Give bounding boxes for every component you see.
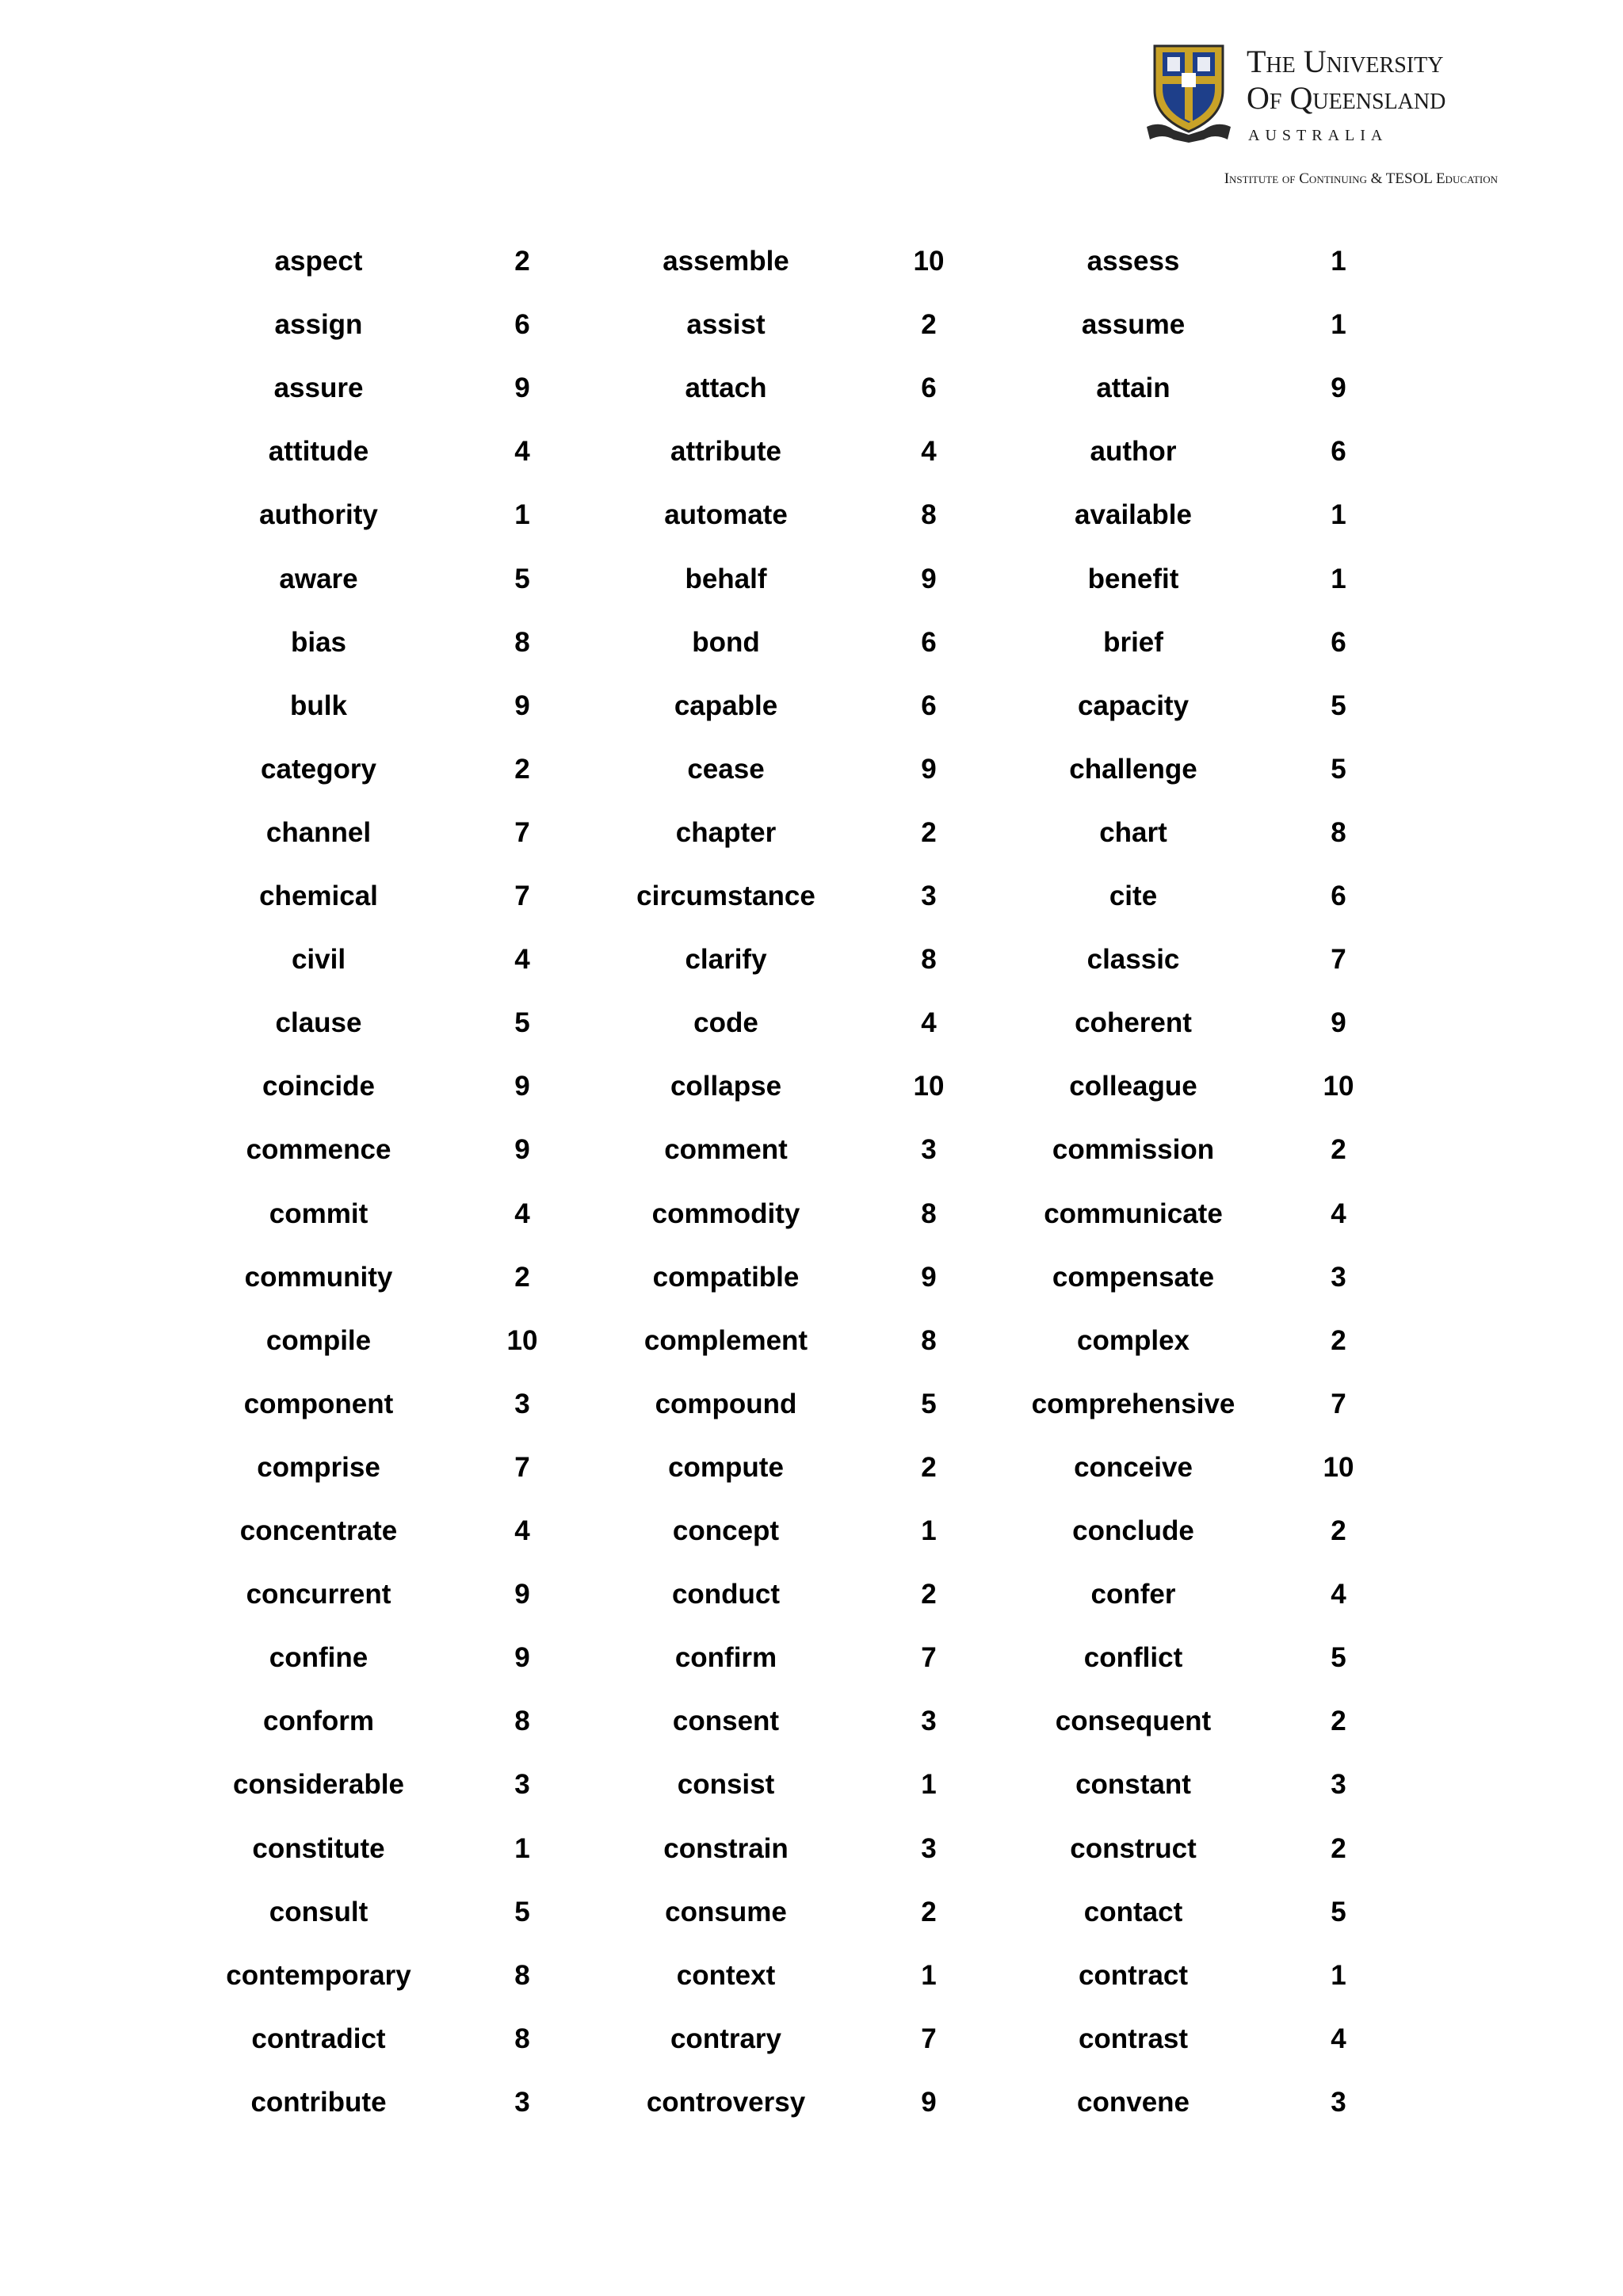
sublist-number-cell: 3: [1331, 1769, 1346, 1800]
sublist-number-cell: 10: [913, 246, 945, 277]
sublist-number-cell: 3: [921, 1134, 937, 1165]
word-cell: assume: [1081, 309, 1186, 340]
word-cell: assess: [1086, 246, 1180, 277]
word-cell: communicate: [1044, 1198, 1223, 1229]
word-cell: assure: [273, 372, 364, 403]
sublist-number-cell: 2: [514, 1262, 530, 1293]
sublist-number-cell: 7: [921, 1642, 937, 1673]
word-cell: conceive: [1074, 1452, 1193, 1483]
sublist-number-cell: 9: [1331, 372, 1346, 403]
word-cell: cease: [687, 754, 765, 785]
table-row: [0, 1063, 1623, 1110]
sublist-number-cell: 9: [1331, 1007, 1346, 1038]
sublist-number-cell: 3: [921, 1706, 937, 1736]
word-cell: conform: [263, 1706, 374, 1736]
table-row: [0, 238, 1623, 285]
table-row: [0, 1571, 1623, 1618]
sublist-number-cell: 5: [1331, 1642, 1346, 1673]
sublist-number-cell: 4: [1331, 1579, 1346, 1610]
sublist-number-cell: 7: [514, 817, 530, 848]
word-cell: bias: [290, 627, 347, 658]
word-cell: attach: [685, 372, 767, 403]
word-cell: confer: [1090, 1579, 1176, 1610]
table-row: [0, 999, 1623, 1047]
sublist-number-cell: 7: [921, 2023, 937, 2054]
sublist-number-cell: 6: [1331, 436, 1346, 467]
word-cell: complex: [1077, 1325, 1190, 1356]
table-row: [0, 682, 1623, 730]
word-cell: commit: [269, 1198, 369, 1229]
word-cell: consequent: [1055, 1706, 1212, 1736]
word-cell: brief: [1103, 627, 1163, 658]
sublist-number-cell: 8: [921, 1198, 937, 1229]
word-cell: complement: [643, 1325, 808, 1356]
sublist-number-cell: 9: [514, 372, 530, 403]
sublist-number-cell: 5: [1331, 754, 1346, 785]
word-cell: community: [244, 1262, 393, 1293]
sublist-number-cell: 10: [913, 1071, 945, 1102]
word-cell: benefit: [1087, 563, 1179, 594]
word-cell: circumstance: [636, 881, 815, 911]
sublist-number-cell: 2: [1331, 1833, 1346, 1864]
word-cell: concept: [672, 1515, 780, 1546]
table-row: [0, 936, 1623, 984]
word-cell: compile: [265, 1325, 372, 1356]
sublist-number-cell: 3: [921, 1833, 937, 1864]
sublist-number-cell: 8: [514, 627, 530, 658]
table-row: [0, 556, 1623, 603]
sublist-number-cell: 9: [514, 1579, 530, 1610]
word-cell: concurrent: [246, 1579, 391, 1610]
word-cell: cite: [1109, 881, 1158, 911]
word-cell: channel: [265, 817, 372, 848]
word-cell: commission: [1052, 1134, 1215, 1165]
table-row: [0, 809, 1623, 857]
sublist-number-cell: 3: [1331, 2087, 1346, 2118]
sublist-number-cell: 5: [514, 563, 530, 594]
sublist-number-cell: 2: [921, 1579, 937, 1610]
sublist-number-cell: 7: [1331, 1389, 1346, 1419]
table-row: [0, 1698, 1623, 1745]
sublist-number-cell: 4: [514, 1198, 530, 1229]
word-cell: commence: [246, 1134, 391, 1165]
table-row: [0, 2079, 1623, 2126]
sublist-number-cell: 2: [1331, 1515, 1346, 1546]
sublist-number-cell: 3: [514, 1389, 530, 1419]
word-cell: consume: [665, 1897, 787, 1927]
word-cell: conduct: [671, 1579, 781, 1610]
sublist-number-cell: 9: [921, 563, 937, 594]
table-row: [0, 301, 1623, 349]
sublist-number-cell: 3: [514, 2087, 530, 2118]
sublist-number-cell: 9: [921, 754, 937, 785]
word-cell: commodity: [651, 1198, 800, 1229]
sublist-number-cell: 4: [1331, 1198, 1346, 1229]
word-cell: controversy: [646, 2087, 806, 2118]
word-cell: conflict: [1083, 1642, 1183, 1673]
sublist-number-cell: 1: [514, 1833, 530, 1864]
sublist-number-cell: 5: [921, 1389, 937, 1419]
word-cell: assist: [686, 309, 766, 340]
sublist-number-cell: 4: [514, 436, 530, 467]
word-cell: compatible: [652, 1262, 800, 1293]
sublist-number-cell: 3: [921, 881, 937, 911]
sublist-number-cell: 4: [921, 1007, 937, 1038]
sublist-number-cell: 8: [514, 2023, 530, 2054]
word-cell: concentrate: [239, 1515, 398, 1546]
sublist-number-cell: 10: [1323, 1071, 1354, 1102]
sublist-number-cell: 1: [1331, 499, 1346, 530]
sublist-number-cell: 8: [921, 944, 937, 975]
word-cell: comment: [664, 1134, 788, 1165]
word-cell: authority: [259, 499, 378, 530]
table-row: [0, 1381, 1623, 1428]
sublist-number-cell: 1: [514, 499, 530, 530]
sublist-number-cell: 7: [1331, 944, 1346, 975]
table-row: [0, 746, 1623, 793]
sublist-number-cell: 1: [1331, 563, 1346, 594]
word-cell: coincide: [262, 1071, 375, 1102]
word-cell: confirm: [674, 1642, 777, 1673]
sublist-number-cell: 8: [921, 499, 937, 530]
sublist-number-cell: 3: [1331, 1262, 1346, 1293]
sublist-number-cell: 4: [921, 436, 937, 467]
table-row: [0, 1889, 1623, 1936]
word-cell: challenge: [1069, 754, 1197, 785]
word-cell: civil: [291, 944, 346, 975]
sublist-number-cell: 9: [921, 2087, 937, 2118]
sublist-number-cell: 2: [1331, 1706, 1346, 1736]
word-cell: contrast: [1078, 2023, 1189, 2054]
sublist-number-cell: 2: [921, 309, 937, 340]
sublist-number-cell: 2: [514, 754, 530, 785]
word-cell: bulk: [290, 690, 347, 721]
sublist-number-cell: 9: [514, 1134, 530, 1165]
sublist-number-cell: 7: [514, 881, 530, 911]
word-cell: compensate: [1052, 1262, 1215, 1293]
word-cell: clause: [275, 1007, 362, 1038]
word-cell: chemical: [259, 881, 378, 911]
word-cell: automate: [664, 499, 788, 530]
sublist-number-cell: 4: [1331, 2023, 1346, 2054]
word-cell: convene: [1077, 2087, 1190, 2118]
sublist-number-cell: 9: [514, 1071, 530, 1102]
word-cell: contribute: [250, 2087, 387, 2118]
word-cell: confine: [269, 1642, 369, 1673]
word-cell: comprehensive: [1031, 1389, 1235, 1419]
sublist-number-cell: 1: [921, 1515, 937, 1546]
sublist-number-cell: 9: [514, 1642, 530, 1673]
word-cell: contract: [1078, 1960, 1189, 1991]
sublist-number-cell: 2: [921, 1897, 937, 1927]
word-cell: attitude: [268, 436, 369, 467]
table-row: [0, 1507, 1623, 1555]
word-cell: code: [693, 1007, 758, 1038]
sublist-number-cell: 6: [1331, 881, 1346, 911]
sublist-number-cell: 2: [514, 246, 530, 277]
sublist-number-cell: 1: [1331, 309, 1346, 340]
word-cell: contradict: [251, 2023, 386, 2054]
sublist-number-cell: 6: [921, 627, 937, 658]
sublist-number-cell: 1: [921, 1960, 937, 1991]
institute-name: Institute of Continuing & TESOL Education: [1224, 170, 1498, 187]
sublist-number-cell: 10: [506, 1325, 538, 1356]
word-cell: aspect: [274, 246, 363, 277]
table-row: [0, 365, 1623, 412]
word-cell: behalf: [685, 563, 767, 594]
word-cell: author: [1090, 436, 1177, 467]
word-cell: collapse: [670, 1071, 782, 1102]
word-cell: capacity: [1077, 690, 1190, 721]
sublist-number-cell: 5: [514, 1007, 530, 1038]
sublist-number-cell: 1: [1331, 1960, 1346, 1991]
table-row: [0, 2015, 1623, 2063]
table-row: [0, 491, 1623, 539]
sublist-number-cell: 9: [514, 690, 530, 721]
sublist-number-cell: 10: [1323, 1452, 1354, 1483]
word-cell: capable: [674, 690, 778, 721]
word-cell: classic: [1086, 944, 1180, 975]
sublist-number-cell: 8: [514, 1960, 530, 1991]
sublist-number-cell: 1: [921, 1769, 937, 1800]
sublist-number-cell: 7: [514, 1452, 530, 1483]
word-cell: bond: [692, 627, 760, 658]
sublist-number-cell: 4: [514, 1515, 530, 1546]
word-cell: colleague: [1069, 1071, 1197, 1102]
table-row: [0, 1317, 1623, 1365]
table-row: [0, 428, 1623, 476]
word-cell: chart: [1099, 817, 1167, 848]
word-cell: assemble: [663, 246, 789, 277]
word-cell: comprise: [257, 1452, 380, 1483]
word-cell: constrain: [663, 1833, 789, 1864]
sublist-number-cell: 5: [514, 1897, 530, 1927]
sublist-number-cell: 6: [921, 690, 937, 721]
word-cell: contact: [1083, 1897, 1183, 1927]
word-cell: attain: [1096, 372, 1170, 403]
sublist-number-cell: 8: [1331, 817, 1346, 848]
sublist-number-cell: 2: [1331, 1134, 1346, 1165]
word-cell: context: [676, 1960, 776, 1991]
word-cell: compute: [668, 1452, 784, 1483]
word-cell: compound: [655, 1389, 797, 1419]
sublist-number-cell: 6: [921, 372, 937, 403]
sublist-number-cell: 6: [514, 309, 530, 340]
table-row: [0, 1254, 1623, 1301]
sublist-number-cell: 5: [1331, 1897, 1346, 1927]
table-row: [0, 1825, 1623, 1873]
word-cell: available: [1075, 499, 1192, 530]
word-cell: coherent: [1075, 1007, 1192, 1038]
word-cell: constant: [1075, 1769, 1191, 1800]
table-row: [0, 1444, 1623, 1492]
word-cell: constitute: [252, 1833, 385, 1864]
sublist-number-cell: 3: [514, 1769, 530, 1800]
word-cell: considerable: [233, 1769, 404, 1800]
table-row: [0, 619, 1623, 667]
word-cell: attribute: [670, 436, 781, 467]
table-row: [0, 1634, 1623, 1682]
sublist-number-cell: 2: [1331, 1325, 1346, 1356]
word-cell: consist: [677, 1769, 775, 1800]
word-cell: contrary: [670, 2023, 782, 2054]
sublist-number-cell: 5: [1331, 690, 1346, 721]
table-row: [0, 1190, 1623, 1238]
word-cell: consult: [269, 1897, 369, 1927]
table-row: [0, 1761, 1623, 1809]
word-cell: chapter: [675, 817, 777, 848]
table-row: [0, 1126, 1623, 1174]
sublist-number-cell: 9: [921, 1262, 937, 1293]
word-cell: assign: [274, 309, 363, 340]
university-name-line2: Of Queensland: [1247, 80, 1446, 116]
sublist-number-cell: 2: [921, 1452, 937, 1483]
sublist-number-cell: 1: [1331, 246, 1346, 277]
word-cell: component: [243, 1389, 394, 1419]
word-cell: category: [261, 754, 376, 785]
table-row: [0, 1952, 1623, 2000]
sublist-number-cell: 6: [1331, 627, 1346, 658]
word-cell: consent: [672, 1706, 780, 1736]
table-row: [0, 873, 1623, 920]
university-header: [1145, 41, 1502, 192]
word-cell: aware: [279, 563, 358, 594]
word-cell: conclude: [1072, 1515, 1194, 1546]
word-cell: construct: [1070, 1833, 1197, 1864]
sublist-number-cell: 8: [921, 1325, 937, 1356]
sublist-number-cell: 4: [514, 944, 530, 975]
sublist-number-cell: 8: [514, 1706, 530, 1736]
sublist-number-cell: 2: [921, 817, 937, 848]
university-crest-icon: [1145, 41, 1232, 144]
word-cell: contemporary: [226, 1960, 411, 1991]
university-name-line1: The University: [1247, 44, 1444, 79]
university-country: AUSTRALIA: [1248, 127, 1388, 144]
word-cell: clarify: [685, 944, 767, 975]
